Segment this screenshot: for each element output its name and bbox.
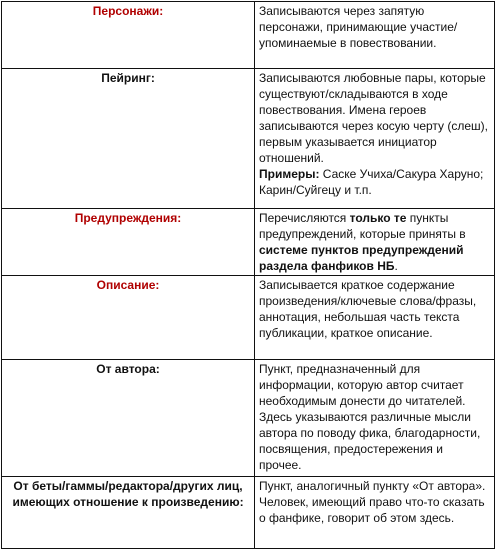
desc-warnings bbox=[255, 209, 494, 275]
desc-from-author: Пункт, предназначенный для информации, которую автор считает необходимым донести до читателей. Здесь указываются различные мысли автора по поводу фика, благодарности, посвящения, предостережения и прочее. bbox=[259, 362, 481, 472]
example-text: Саске Учиха/Сакура Харуно; Карин/Суйгецу и т.п. bbox=[259, 167, 484, 197]
desc-description: Записывается краткое содержание произведения/ключевые слова/фразы, аннотация, небольшая часть текста публикации, краткое описание. bbox=[259, 278, 477, 340]
table-row-from-author bbox=[2, 359, 494, 476]
desc-warnings-part-a: Перечисляются bbox=[259, 211, 350, 225]
term-from-author: От автора: bbox=[2, 360, 255, 476]
table-row-description bbox=[2, 275, 494, 359]
fanfic-header-fields-table bbox=[1, 1, 495, 549]
desc-warnings-part-e: . bbox=[394, 259, 398, 273]
table-row-pairing bbox=[2, 68, 494, 208]
desc-characters: Записываются через запятую персонажи, принимающие участие/упоминаемые в повествовании. bbox=[259, 4, 458, 50]
term-description: Описание: bbox=[2, 276, 255, 359]
table-row-warnings bbox=[2, 208, 494, 275]
term-pairing: Пейринг: bbox=[2, 69, 255, 208]
desc-from-beta: Пункт, аналогичный пункту «От автора». Человек, имеющий право что-то сказать о фанфике, говорит об этом здесь. bbox=[259, 479, 486, 525]
desc-warnings-part-d: системе пунктов предупреждений раздела фанфиков НБ bbox=[259, 243, 464, 273]
example-label: Примеры: bbox=[259, 167, 320, 181]
table-row-from-beta bbox=[2, 476, 494, 548]
desc-warnings-part-b: только те bbox=[349, 211, 407, 225]
term-warnings: Предупреждения: bbox=[2, 209, 255, 275]
term-characters: Персонажи: bbox=[2, 2, 255, 68]
desc-pairing-text: Записываются любовные пары, которые существуют/складываются в ходе повествования. Имена героев записываются через косую черту (слеш), первым указывается инициатор отношений. bbox=[259, 71, 489, 165]
desc-pairing-example bbox=[259, 166, 488, 198]
term-from-beta: От беты/гаммы/редактора/других лиц, имеющих отношение к произведению: bbox=[2, 477, 255, 548]
desc-warnings-part-c: пункты предупреждений, которые приняты в bbox=[259, 211, 466, 241]
desc-pairing bbox=[255, 69, 494, 208]
table-row-characters bbox=[2, 2, 494, 68]
